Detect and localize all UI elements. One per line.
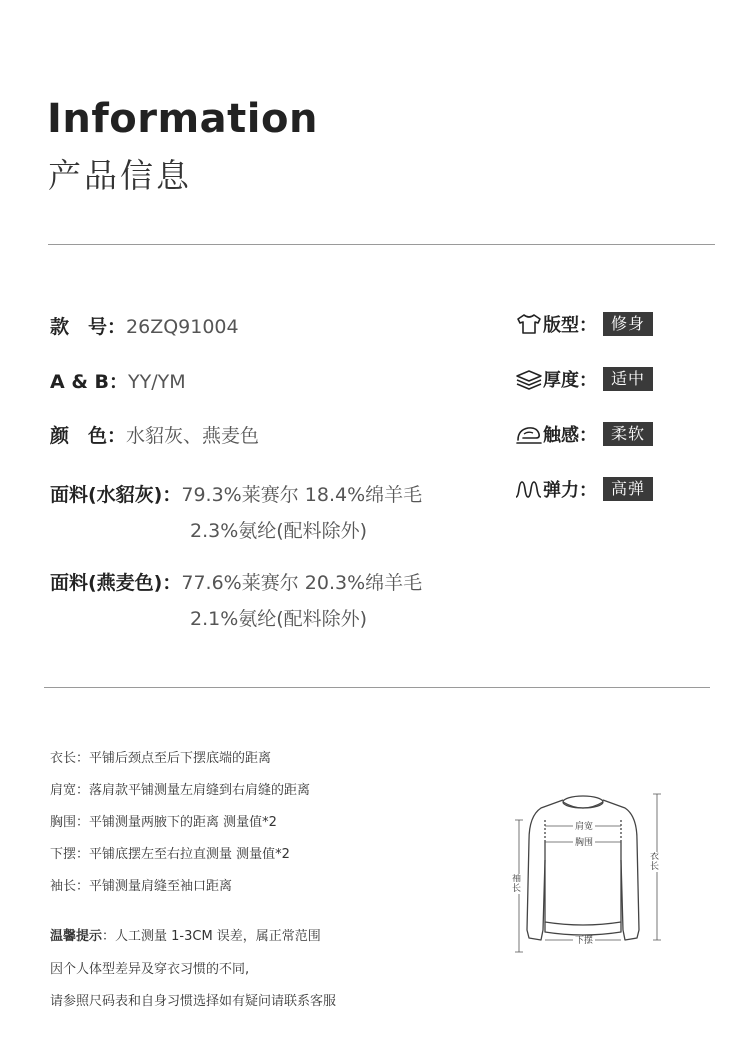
spec-style-no-label: 款 号： <box>50 316 127 338</box>
note-sleeve: 袖长：平铺测量肩缝至袖口距离 <box>50 879 233 894</box>
title-chinese: 产品信息 <box>48 156 192 195</box>
tips-line1 <box>50 925 321 944</box>
attr-thickness-label: 厚度： <box>543 370 597 391</box>
attr-touch-value: 柔软 <box>603 422 653 446</box>
divider-top <box>48 244 715 245</box>
spec-fabric1-line1: 79.3%莱赛尔 18.4%绵羊毛 <box>181 484 423 506</box>
diagram-shoulder-label: 肩宽 <box>574 822 594 832</box>
attr-thickness-value: 适中 <box>603 367 653 391</box>
sweater-collar-inner <box>563 802 603 808</box>
diagram-hem-label: 下摆 <box>574 936 594 946</box>
spec-color-label: 颜 色： <box>50 425 127 447</box>
tips-text: ：人工测量 1-3CM 误差，属正常范围 <box>102 929 321 944</box>
note-shoulder: 肩宽：落肩款平铺测量左肩缝到右肩缝的距离 <box>50 783 311 798</box>
attr-fit <box>515 311 653 337</box>
diagram-length-label: 衣长 <box>650 852 660 872</box>
tips-label: 温馨提示 <box>50 929 103 944</box>
spec-fabric2-line1: 77.6%莱赛尔 20.3%绵羊毛 <box>181 572 423 594</box>
spec-fabric1-line2: 2.3%氨纶(配料除外) <box>190 520 368 542</box>
spec-sizes-value: YY/YM <box>128 371 186 393</box>
sweater-measurement-diagram <box>505 780 675 970</box>
diagram-sleeve-label: 袖长 <box>512 874 522 894</box>
title-english: Information <box>47 96 318 142</box>
diagram-sleeve-label-wrap <box>512 874 526 904</box>
layers-icon <box>515 367 543 391</box>
note-hem: 下摆：平铺底摆左至右拉直测量 测量值*2 <box>50 847 290 862</box>
attr-stretch-label: 弹力： <box>543 480 597 501</box>
attr-touch-label: 触感： <box>543 425 597 446</box>
spec-style-no-value: 26ZQ91004 <box>126 316 239 338</box>
spec-sizes <box>50 367 186 394</box>
tips-line3: 请参照尺码表和自身习惯选择如有疑问请联系客服 <box>50 994 337 1009</box>
attr-thickness <box>515 366 653 392</box>
attr-stretch-value: 高弹 <box>603 477 653 501</box>
note-chest: 胸围：平铺测量两腋下的距离 测量值*2 <box>50 815 277 830</box>
diagram-length-label-wrap <box>650 852 664 882</box>
spec-color-value: 水貂灰、燕麦色 <box>126 425 260 447</box>
attr-fit-label: 版型： <box>543 315 597 336</box>
sweater-collar <box>563 796 603 808</box>
attr-touch <box>515 421 653 447</box>
spec-style-no <box>50 312 239 339</box>
divider-bottom <box>44 687 710 688</box>
diagram-chest-label: 胸围 <box>574 838 594 848</box>
spec-fabric2-label: 面料(燕麦色)： <box>50 572 182 594</box>
spec-fabric2 <box>50 568 422 595</box>
spec-fabric1 <box>50 480 422 507</box>
attr-fit-value: 修身 <box>603 312 653 336</box>
note-length: 衣长：平铺后颈点至后下摆底端的距离 <box>50 751 272 766</box>
spec-fabric2-line2: 2.1%氨纶(配料除外) <box>190 608 368 630</box>
spec-fabric1-label: 面料(水貂灰)： <box>50 484 182 506</box>
tshirt-icon <box>515 312 543 336</box>
spec-color <box>50 421 259 448</box>
tips-line2: 因个人体型差异及穿衣习惯的不同, <box>50 962 250 977</box>
sweater-body <box>545 840 621 925</box>
attr-stretch <box>515 476 653 502</box>
spec-sizes-label: A & B： <box>50 371 128 393</box>
stretch-icon <box>515 477 543 501</box>
hand-icon <box>515 422 543 446</box>
